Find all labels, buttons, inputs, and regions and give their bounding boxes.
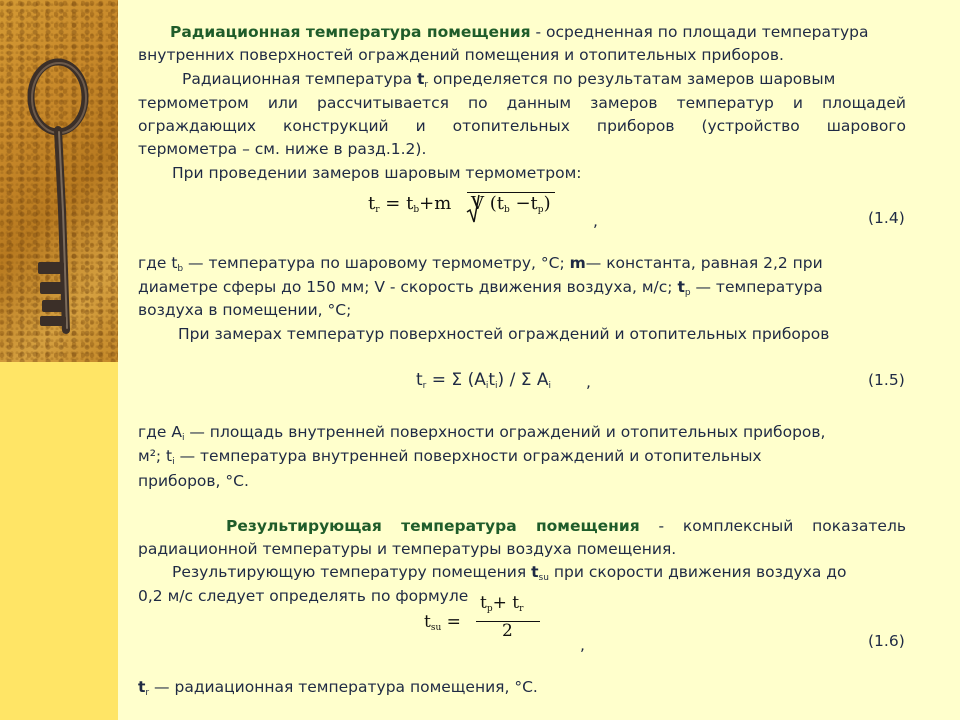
p8-symbol-sub: su [538,573,549,583]
f14-t-sub: b [413,205,420,215]
p8-line2: 0,2 м/с следует определять по формуле [138,587,469,605]
p7-line2: радиационной температуры и температуры воздуха помещения. [138,540,677,558]
f15-ti: t [488,370,496,390]
p2-line4: термометра – см. ниже в разд.1.2). [138,140,427,158]
left-decor-panel [0,0,118,720]
f14-eq: = [385,193,401,214]
p4-tp: t [677,278,685,296]
old-key-photo [0,0,118,362]
f16-comma: , [580,636,585,654]
f15-number: (1.5) [868,371,905,389]
f15-sub-i2: i [495,381,498,391]
f15-sub-i3: i [548,381,552,391]
p3-line1: При проведении замеров шаровым термометром: [172,164,582,182]
p2-line3: ограждающих конструкций и отопительных приборов (устройство шарового [138,117,906,135]
p6-line1b: — площадь внутренней поверхности ограждений и отопительных приборов, [184,423,826,441]
p6-line2a: м²; t [138,447,173,465]
p4-line2a: диаметре сферы до 150 мм; V - скорость движения воздуха, м/с; [138,278,678,296]
p1-line2: внутренних поверхностей ограждений помещения и отопительных приборов. [138,46,784,64]
formula-1-4 [368,192,555,215]
f16-number: (1.6) [868,632,905,650]
p8-line1a: Результирующую температуру помещения [172,563,532,581]
p6-sub-i2: i [172,457,175,467]
f14-rad-sub1: b [503,205,510,215]
key-icon [0,0,118,362]
f16-num-sub2: r [519,604,524,614]
f15-t: t [416,370,423,390]
p1-line1-rest: - осредненная по площади температура [530,23,869,41]
f15-sub-r: r [422,381,427,391]
f16-denominator: 2 [502,621,513,641]
f16-eq: = [446,612,461,632]
f14-close: ) [543,193,551,214]
f14-lhs: t [368,193,376,214]
slide-content [118,0,960,720]
p6-line1a: где A [138,423,182,441]
p2-symbol: t [417,70,425,88]
f16-num-t: t [480,593,487,613]
f14-plus: +m [419,193,452,214]
f14-minus: −t [509,193,538,214]
p1-line1 [170,21,869,44]
p9-symbol: t [138,678,146,696]
p4-tp-sub: р [684,288,691,298]
p7-line1-rest: - комплексный показатель [639,517,906,535]
f14-rad-text: V (t [471,193,504,214]
p5-line1: При замерах температур поверхностей ограждений и отопительных приборов [178,325,830,343]
sidebar-lower-fill [0,362,118,720]
p9-text: — радиационная температура помещения, °C. [149,678,538,696]
p8-symbol: t [531,563,539,581]
f15-sub-i1: i [485,381,489,391]
p4-deg: °C; [540,254,570,272]
p4-m: m [569,254,586,272]
f14-lhs-sub: r [375,205,380,215]
f15-sum2: ) / Σ A [497,370,549,390]
p4-line1a: где t [138,254,178,272]
f14-number: (1.4) [868,209,905,227]
f14-radical [467,192,555,215]
f16-lhs: t [424,612,431,632]
p4-line1b: — температура по шаровому термометру, [183,254,541,272]
f16-plus: + t [492,593,520,613]
p9-line1 [138,676,538,705]
p8-line1b: при скорости движения воздуха до [548,563,847,581]
p6-line3: приборов, °C. [138,472,249,490]
f16-lhs-sub: su [430,623,442,633]
p6-line2b: — температура внутренней поверхности ограждений и отопительных [174,447,762,465]
p4-line1c: — константа, равная 2,2 при [585,254,823,272]
term-resulting-temperature: Результирующая температура помещения [226,517,640,535]
formula-1-5 [416,369,551,398]
f14-t: t [406,193,414,214]
p2-line1a: Радиационная температура [182,70,417,88]
sqrt-sign-icon [466,194,480,224]
p9-symbol-sub: r [145,688,150,698]
f15-comma: , [586,373,591,391]
p2-line1b: определяется по результатам замеров шаровым [428,70,836,88]
formula-1-6-lhs [424,612,461,633]
term-radiation-temperature: Радиационная температура помещения [170,23,531,41]
p4-line3: воздуха в помещении, °C; [138,301,352,319]
f16-num-sub1: p [486,604,493,614]
formula-1-6-numerator [480,593,523,614]
p7-line1 [226,515,906,538]
p4-line2b: — температура [690,278,823,296]
p6-sub-i: i [181,433,185,443]
p4-sub-b: b [177,264,184,274]
p2-line2: термометром или рассчитывается по данным замеров температур и площадей [138,94,906,112]
p2-symbol-sub: r [424,80,429,90]
f14-rad-sub2: p [537,205,544,215]
f14-comma: , [593,212,598,230]
f15-sum1: = Σ (A [426,370,486,390]
